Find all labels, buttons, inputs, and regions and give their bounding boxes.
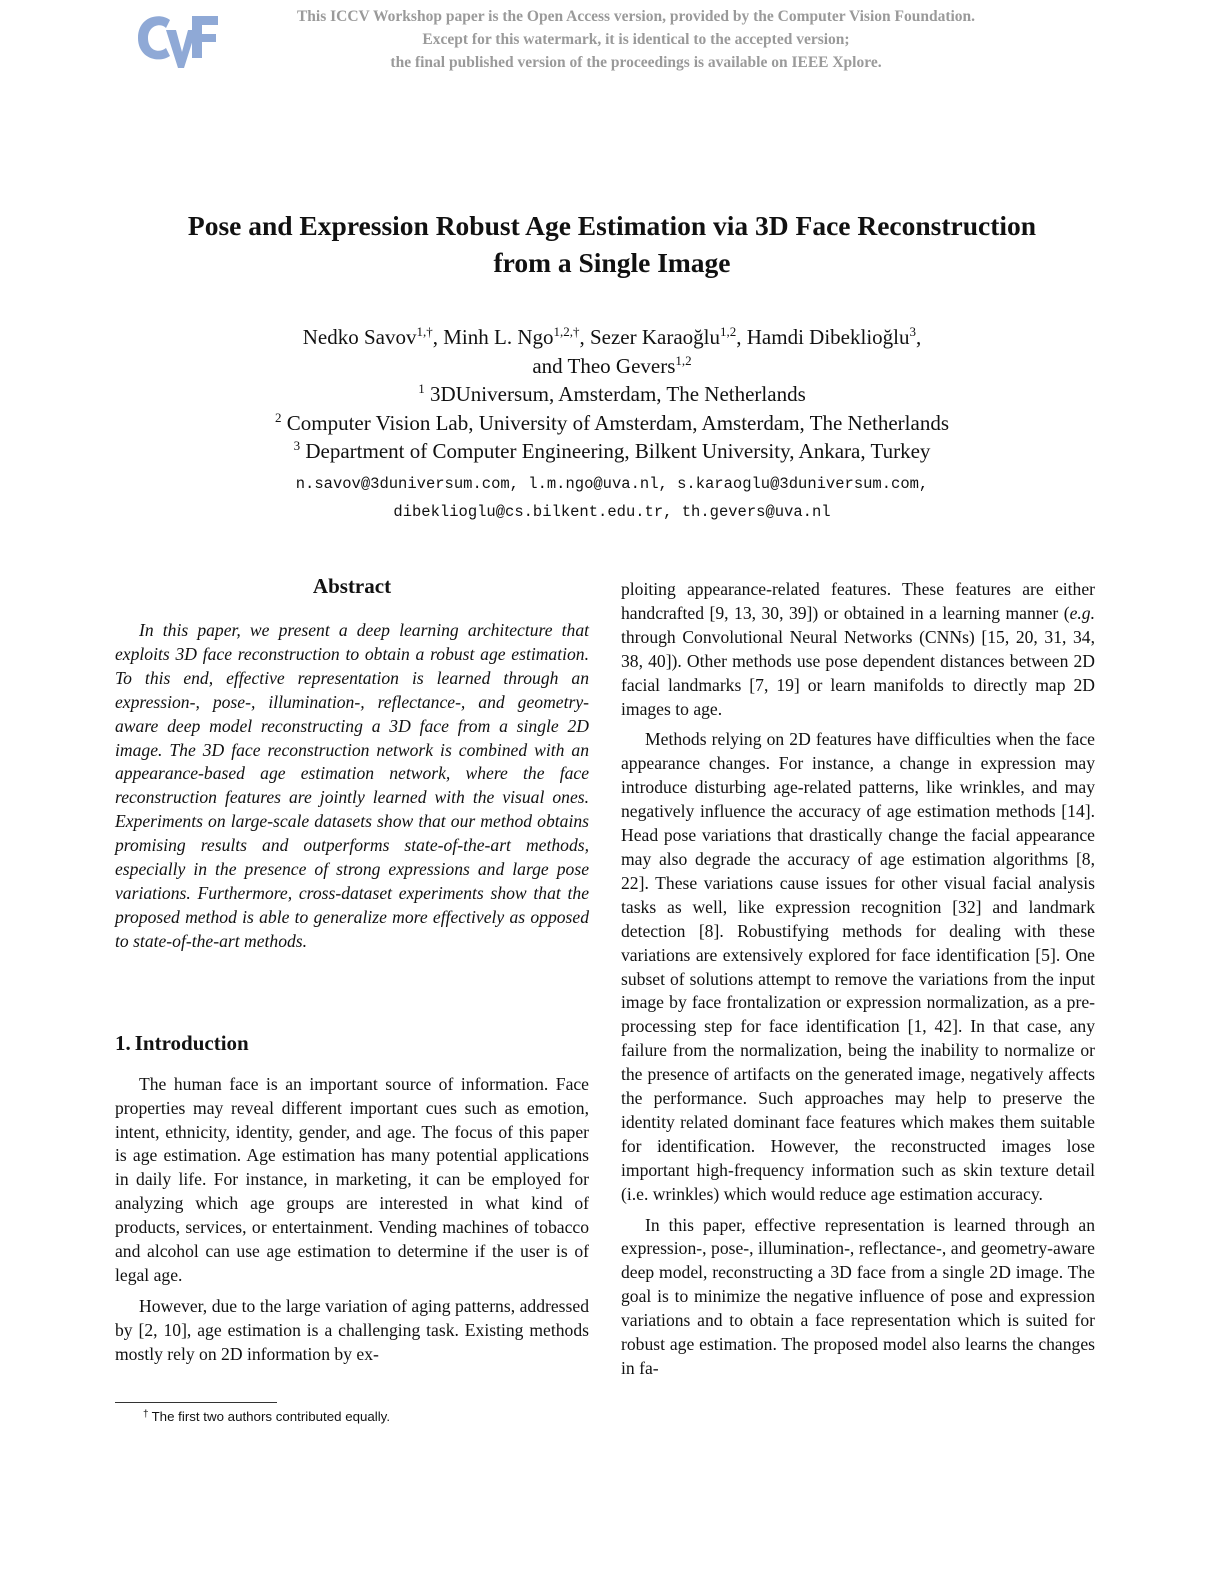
footnote-rule	[115, 1402, 277, 1403]
title-line: from a Single Image	[493, 247, 731, 278]
author-emails	[112, 470, 1112, 526]
intro-paragraph: The human face is an important source of information. Face properties may reveal different important cues such as emotion, intent, ethnicity, identity, gender, and age. The focus of this paper is age estimation. Age estimation has many potential applications in daily life. For instance, in marketing, it can be employed for analyzing which age groups are interested in what kind of products, services, or entertainment. Vending machines of tobacco and alcohol can use age estimation to determine if the user is of legal age.	[115, 1073, 589, 1285]
author-separator: ,	[579, 325, 590, 349]
paragraph-text: ploiting appearance-related features. These features are either handcrafted [9, 13, 30, 39]) or obtained in a learning manner (	[621, 579, 1095, 623]
affiliation	[112, 380, 1112, 409]
author-name: Minh L. Ngo	[443, 325, 554, 349]
affiliation-text: Computer Vision Lab, University of Amsterdam, Amsterdam, The Netherlands	[281, 410, 950, 435]
right-column	[621, 578, 1095, 1388]
paper-title	[112, 207, 1112, 281]
watermark-text	[200, 5, 1072, 74]
section-heading-introduction	[115, 1029, 589, 1057]
email-line: n.savov@3duniversum.com, l.m.ngo@uva.nl, s.karaoglu@3duniversum.com,	[295, 475, 929, 493]
footnote-mark: †	[143, 1409, 149, 1420]
author-affiliation-marker: 1,†	[416, 324, 433, 339]
author-separator: ,	[736, 325, 747, 349]
affiliation-marker: 1	[418, 381, 425, 396]
author-name: Theo Gevers	[567, 353, 676, 378]
author-separator: ,	[432, 325, 444, 349]
abstract-heading: Abstract	[312, 574, 392, 598]
affiliation-text: 3DUniversum, Amsterdam, The Netherlands	[424, 382, 806, 406]
affiliation-marker: 2	[274, 409, 282, 425]
watermark-line: the final published version of the proceedings is available on IEEE Xplore.	[390, 54, 882, 71]
cvf-logo-v	[166, 30, 196, 68]
author-conjunction: and	[532, 353, 568, 378]
affiliation	[112, 437, 1112, 466]
watermark-line: Except for this watermark, it is identical to the accepted version;	[422, 31, 850, 48]
author-name: Nedko Savov	[302, 325, 417, 349]
footnote	[143, 1408, 390, 1426]
email-line: dibeklioglu@cs.bilkent.edu.tr, th.gevers@uva.nl	[393, 503, 831, 521]
author-affiliation-marker: 1,2,†	[553, 324, 580, 339]
affiliation-text: Department of Computer Engineering, Bilkent University, Ankara, Turkey	[300, 439, 931, 463]
intro-paragraph: However, due to the large variation of aging patterns, addressed by [2, 10], age estimation is a challenging task. Existing methods mostly rely on 2D information by ex-	[115, 1295, 589, 1364]
body-paragraph: In this paper, effective representation is learned through an expression-, pose-, illumination-, reflectance-, and geometry-aware deep model, reconstructing a 3D face from a single 2D image. The goal is to minimize the negative influence of pose and expression variations and to obtain a face representation which is suited for robust age estimation. The proposed model also learns the changes in fa-	[621, 1214, 1095, 1378]
watermark	[0, 0, 1224, 80]
author-line	[112, 352, 1112, 381]
author-line	[112, 323, 1112, 352]
affiliation	[112, 409, 1112, 438]
section-number: 1.	[115, 1030, 131, 1055]
left-column	[115, 572, 589, 1374]
body-paragraph: Methods relying on 2D features have difficulties when the face appearance changes. For instance, a change in expression may introduce disturbing age-related patterns, like wrinkles, and may negatively influence the accuracy of age estimation methods [14]. Head pose variations that drastically change the facial appearance may also degrade the accuracy of age estimation algorithms [8, 22]. These variations cause issues for other visual facial analysis tasks as well, like expression recognition [32] and landmark detection [8]. Robustifying methods for dealing with these variations are extensively explored for face identification [5]. One subset of solutions attempt to remove the variations from the input image by face frontalization or expression normalization, as a pre-processing step for face identification [1, 42]. In that case, any failure from the normalization, being the inability to normalize or the presence of artifacts on the generated image, negatively affects the performance. Such approaches may help to preserve the identity related dominant face features which makes them suitable for identification. However, the reconstructed images lose important high-frequency information such as skin texture detail (i.e. wrinkles) which would reduce age estimation accuracy.	[621, 729, 1095, 1204]
abstract-body: In this paper, we present a deep learning architecture that exploits 3D face reconstruction to obtain a robust age estimation. To this end, effective representation is learned through an expression-, pose-, illumination-, reflectance-, and geometry-aware deep model reconstructing a 3D face from a single 2D image. The 3D face reconstruction network is combined with an appearance-based age estimation network, where the face reconstruction features are jointly learned with the visual ones. Experiments on large-scale datasets show that our method obtains promising results and outperforms state-of-the-art methods, especially in the presence of strong expressions and large pose variations. Furthermore, cross-dataset experiments show that the proposed method is able to generalize more effectively as opposed to state-of-the-art methods.	[115, 620, 589, 951]
author-separator: ,	[916, 325, 922, 349]
affiliation-marker: 3	[293, 438, 301, 453]
author-affiliation-marker: 1,2	[720, 324, 737, 339]
continued-paragraph	[621, 578, 1095, 721]
author-name: Hamdi Dibeklioğlu	[746, 325, 910, 349]
author-block	[112, 323, 1112, 466]
italic-abbreviation: e.g.	[1069, 602, 1095, 623]
cvf-logo-c	[138, 16, 170, 59]
watermark-line: This ICCV Workshop paper is the Open Access version, provided by the Computer Vision Foundation.	[296, 8, 976, 25]
author-affiliation-marker: 3	[909, 324, 916, 339]
author-affiliation-marker: 1,2	[675, 352, 692, 368]
title-line: Pose and Expression Robust Age Estimation via 3D Face Reconstruction	[187, 210, 1037, 241]
author-name: Sezer Karaoğlu	[589, 325, 721, 349]
section-title: Introduction	[134, 1030, 249, 1055]
footnote-text: The first two authors contributed equally.	[151, 1409, 391, 1424]
paragraph-text: through Convolutional Neural Networks (CNNs) [15, 20, 31, 34, 38, 40]). Other methods use pose dependent distances between 2D facial landmarks [7, 19] or learn manifolds to directly map 2D images to age.	[621, 626, 1095, 719]
